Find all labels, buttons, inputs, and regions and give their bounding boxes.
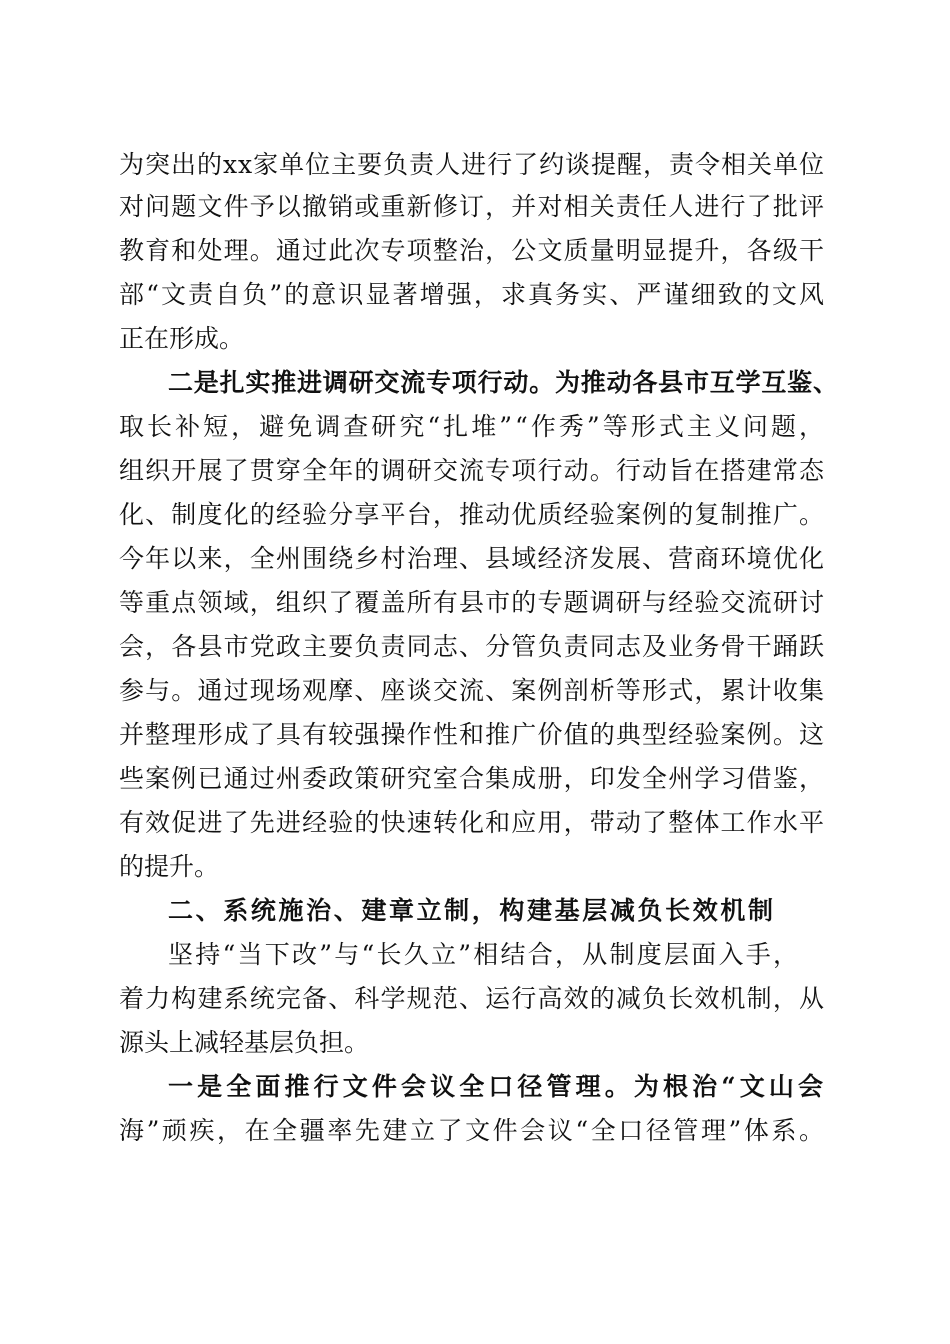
text-line: 对问题文件予以撤销或重新修订，并对相关责任人进行了批评 (119, 192, 826, 221)
text-line: 部“文责自负”的意识显著增强，求真务实、严谨细致的文风 (119, 280, 827, 309)
text-line: 组织开展了贯穿全年的调研交流专项行动。行动旨在搭建常态 (119, 456, 826, 485)
text-line: 海”顽疾，在全疆率先建立了文件会议“全口径管理”体系。 (119, 1116, 827, 1145)
section-heading: 二是扎实推进调研交流专项行动。为推动各县市互学互鉴、 (168, 368, 839, 397)
text-line: 有效促进了先进经验的快速转化和应用，带动了整体工作水平 (119, 808, 826, 837)
text-line: 今年以来，全州围绕乡村治理、县域经济发展、营商环境优化 (119, 544, 826, 573)
text-line: 取长补短，避免调查研究“扎堆”“作秀”等形式主义问题， (119, 412, 828, 441)
text-line: 化、制度化的经验分享平台，推动优质经验案例的复制推广。 (119, 500, 826, 529)
text-line: 为突出的xx家单位主要负责人进行了约谈提醒，责令相关单位 (119, 150, 825, 179)
text-line: 些案例已通过州委政策研究室合集成册，印发全州学习借鉴， (119, 764, 826, 793)
text-line: 会，各县市党政主要负责同志、分管负责同志及业务骨干踊跃 (119, 632, 826, 661)
text-line: 教育和处理。通过此次专项整治，公文质量明显提升，各级干 (119, 236, 826, 265)
text-line: 等重点领域，组织了覆盖所有县市的专题调研与经验交流研讨 (119, 588, 826, 617)
text-line: 坚持“当下改”与“长久立”相结合，从制度层面入手， (168, 940, 801, 969)
text-line: 并整理形成了具有较强操作性和推广价值的典型经验案例。这 (119, 720, 826, 749)
section-heading: 二、系统施治、建章立制，构建基层减负长效机制 (168, 896, 776, 925)
text-line: 正在形成。 (119, 324, 245, 353)
text-line: 源头上减轻基层负担。 (119, 1028, 370, 1057)
text-line: 着力构建系统完备、科学规范、运行高效的减负长效机制，从 (119, 984, 826, 1013)
text-line: 参与。通过现场观摩、座谈交流、案例剖析等形式，累计收集 (119, 676, 826, 705)
text-line: 的提升。 (119, 852, 220, 881)
section-heading: 一是全面推行文件会议全口径管理。为根治“文山会 (168, 1072, 828, 1101)
